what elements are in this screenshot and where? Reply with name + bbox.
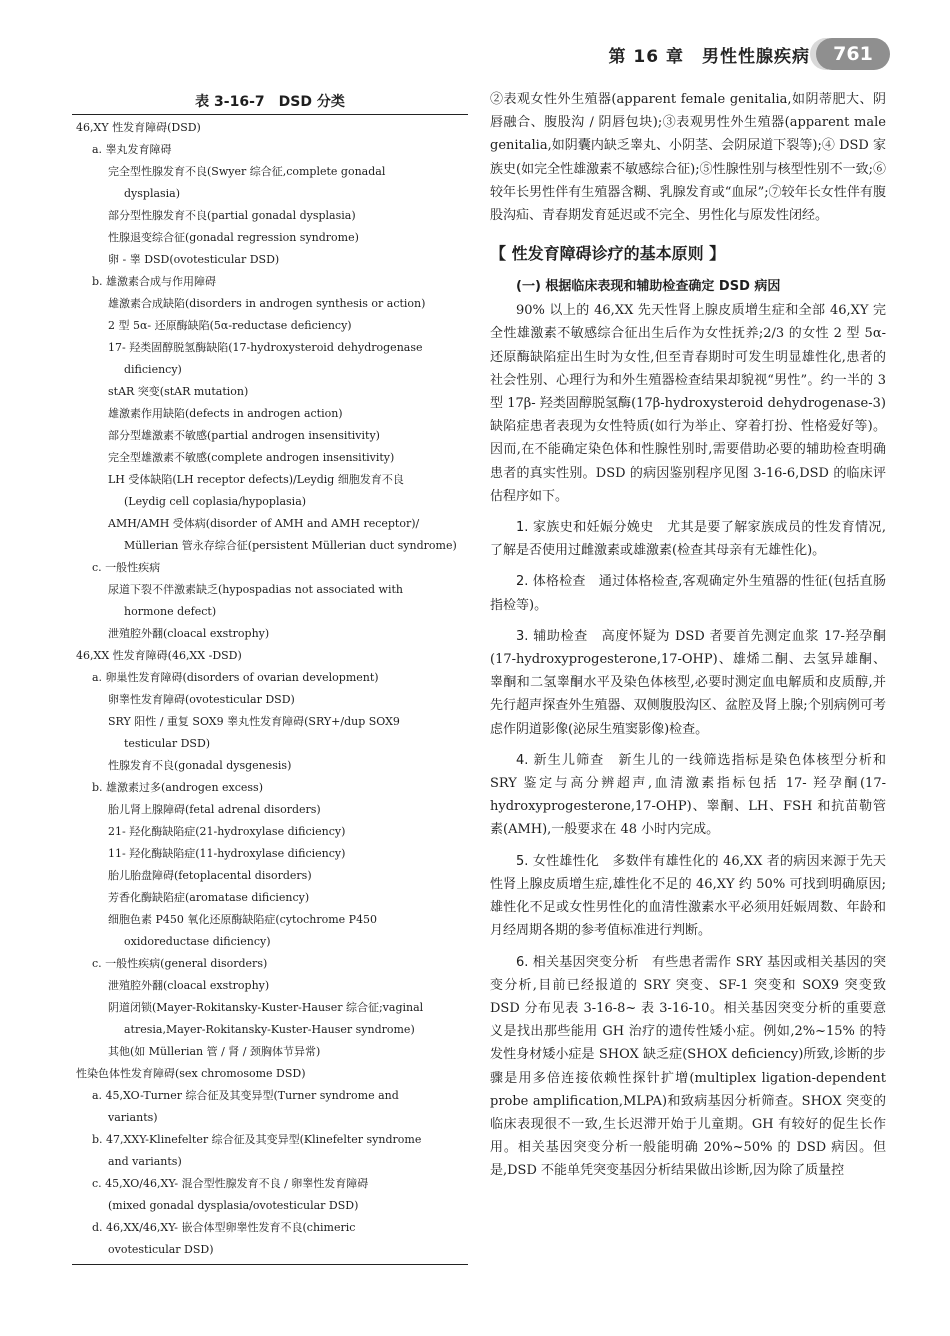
table-row-text: LH 受体缺陷(LH receptor defects)/Leydig 细胞发育不良 <box>108 473 404 486</box>
table-row <box>72 139 468 161</box>
table-row <box>72 469 468 513</box>
table-row <box>72 909 468 953</box>
table-row <box>72 337 468 381</box>
table-row-continuation: dificiency) <box>124 363 182 376</box>
table-row <box>72 557 468 579</box>
item-text: 有些患者需作 SRY 基因或相关基因的突变分析,目前已经报道的 SRY 突变、SF-1 突变和 SOX9 突变致 DSD 分布见表 3-16-8~ 表 3-16-10。相关基因突变分析的重要意义是找出那些能用 GH 治疗的遗传性矮小症。例如,2%~15% 的特发性身材矮小症是 SHOX 缺乏症(SHOX deficiency)所致,诊断的步骤是用多倍连接依赖性探针扩增(multiplex ligation-dependent probe amplification,MLPA)和致病基因分析筛查。SHOX 突变的临床表现很不一致,生长迟滞开始于儿童期。GH 有较好的促生长作用。相关基因突变分析一般能明确 20%~50% 的 DSD 病因。但是,DSD 不能单凭突变基因分析结果做出诊断,因为除了质量控 <box>490 954 886 1179</box>
table-row <box>72 403 468 425</box>
item-lead: 5. 女性雄性化 <box>516 853 600 869</box>
evaluation-item <box>490 850 886 943</box>
table-row <box>72 689 468 711</box>
table-row <box>72 1217 468 1261</box>
table-row-text: 芳香化酶缺陷症(aromatase dificiency) <box>108 891 310 904</box>
table-row <box>72 1085 468 1129</box>
table-row-text: 细胞色素 P450 氧化还原酶缺陷症(cytochrome P450 <box>108 913 378 926</box>
table-row-continuation: dysplasia) <box>124 187 181 200</box>
table-row-text: 阴道闭锁(Mayer-Rokitansky-Kuster-Hauser 综合征;vaginal <box>108 1001 424 1014</box>
table-row <box>72 293 468 315</box>
table-row <box>72 117 468 139</box>
table-row <box>72 249 468 271</box>
page-header <box>0 36 950 76</box>
page-number: 761 <box>816 38 890 70</box>
table-row-text: 性腺退变综合征(gonadal regression syndrome) <box>108 231 359 244</box>
table-row <box>72 315 468 337</box>
item-lead: 4. 新生儿筛查 <box>516 752 605 768</box>
table-row-text: a. 睾丸发育障碍 <box>92 143 172 156</box>
table-row <box>72 953 468 975</box>
table-row-text: a. 45,XO-Turner 综合征及其变异型(Turner syndrome and <box>92 1089 399 1102</box>
table-row-continuation: and variants) <box>108 1155 182 1168</box>
item-lead: 2. 体格检查 <box>516 574 586 590</box>
table-row <box>72 667 468 689</box>
table-row <box>72 381 468 403</box>
table-row-text: 胎儿胎盘障碍(fetoplacental disorders) <box>108 869 312 882</box>
table-row <box>72 1063 468 1085</box>
table-title: 表 3-16-7 DSD 分类 <box>195 94 345 110</box>
table-row-continuation: testicular DSD) <box>124 737 211 750</box>
table-row <box>72 1173 468 1217</box>
section-heading: 【 性发育障碍诊疗的基本原则 】 <box>490 244 726 264</box>
table-row <box>72 227 468 249</box>
table-row-text: b. 雄激素过多(androgen excess) <box>92 781 263 794</box>
table-row-text: 卵 - 睾 DSD(ovotesticular DSD) <box>108 253 280 266</box>
subsection-heading: (一) 根据临床表现和辅助检查确定 DSD 病因 <box>516 279 781 295</box>
table-row-text: 泄殖腔外翻(cloacal exstrophy) <box>108 979 270 992</box>
table-row-continuation: (mixed gonadal dysplasia/ovotesticular DSD) <box>108 1199 359 1212</box>
table-row <box>72 579 468 623</box>
table-row <box>72 711 468 755</box>
table-row <box>72 755 468 777</box>
table-row-text: 卵睾性发育障碍(ovotesticular DSD) <box>108 693 295 706</box>
evaluation-item <box>490 516 886 562</box>
table-row-text: SRY 阳性 / 重复 SOX9 睾丸性发育障碍(SRY+/dup SOX9 <box>108 715 400 728</box>
table-row-text: 2 型 5α- 还原酶缺陷(5α-reductase deficiency) <box>108 319 352 332</box>
table-row <box>72 271 468 293</box>
table-row <box>72 975 468 997</box>
table-row <box>72 777 468 799</box>
table-bottom-rule <box>72 1264 468 1265</box>
table-row-text: 胎儿肾上腺障碍(fetal adrenal disorders) <box>108 803 321 816</box>
table-row-text: c. 一般性疾病(general disorders) <box>92 957 268 970</box>
table-row-text: 部分型雄激素不敏感(partial androgen insensitivity) <box>108 429 380 442</box>
evaluation-item <box>490 625 886 741</box>
table-row-text: 完全型性腺发育不良(Swyer 综合征,complete gonadal <box>108 165 386 178</box>
table-row-text: 完全型雄激素不敏感(complete androgen insensitivity) <box>108 451 395 464</box>
item-text: 多数伴有雄性化的 46,XX 者的病因来源于先天性肾上腺皮质增生症,雄性化不足的 46,XY 约 50% 可找到明确原因;雄性化不足或女性男性化的血清性激素水平必须用妊娠周数、年龄和月经周期各期的参考值标准进行判断。 <box>490 853 886 939</box>
table-row-text: 雄激素作用缺陷(defects in androgen action) <box>108 407 343 420</box>
table-row <box>72 1041 468 1063</box>
table-row <box>72 887 468 909</box>
table-row-text: 17- 羟类固醇脱氢酶缺陷(17-hydroxysteroid dehydrogenase <box>108 341 423 354</box>
table-row <box>72 161 468 205</box>
table-row-text: 性染色体性发育障碍(sex chromosome DSD) <box>76 1067 306 1080</box>
evaluation-item <box>490 570 886 616</box>
table-row <box>72 205 468 227</box>
dsd-classification-table <box>72 90 468 1265</box>
table-row-continuation: variants) <box>108 1111 158 1124</box>
table-row-text: AMH/AMH 受体病(disorder of AMH and AMH receptor)/ <box>108 517 420 530</box>
item-lead: 3. 辅助检查 <box>516 628 589 644</box>
paragraph-1: 90% 以上的 46,XX 先天性肾上腺皮质增生症和全部 46,XY 完全性雄激素不敏感综合征出生后作为女性抚养;2/3 的女性 2 型 5α- 还原酶缺陷症出生时为女性,但至青春期时可发生明显雄性化,患者的社会性别、心理行为和外生殖器检查结果却貌视“男性”。约一半的 3 型 17β- 羟类固醇脱氢酶(17β-hydroxysteroid dehydrogenase-3)缺陷症患者表现为女性特质(如行为举止、穿着打扮、性格爱好等)。因而,在不能确定染色体和性腺性别时,需要借助必要的辅助检查明确患者的真实性别。DSD 的病因鉴别程序见图 3-16-6,DSD 的临床评估程序如下。 <box>490 303 886 504</box>
table-top-rule <box>72 114 468 115</box>
item-lead: 1. 家族史和妊娠分娩史 <box>516 520 654 536</box>
table-row-text: 21- 羟化酶缺陷症(21-hydroxylase dificiency) <box>108 825 346 838</box>
chapter-title: 第 16 章 男性性腺疾病 <box>608 47 810 67</box>
table-row <box>72 865 468 887</box>
intro-paragraph: ②表观女性外生殖器(apparent female genitalia,如阴蒂肥大、阴唇融合、腹股沟 / 阴唇包块);③表观男性外生殖器(apparent male genitalia,如阴囊内缺乏睾丸、小阴茎、会阴尿道下裂等);④ DSD 家族史(如完全性雄激素不敏感综合征);⑤性腺性别与核型性别不一致;⑥较年长男性伴有生殖器含糊、乳腺发育或“血尿”;⑦较年长女性伴有腹股沟疝、青春期发育延迟或不完全、男性化与原发性闭经。 <box>490 92 886 224</box>
table-row-text: 性腺发育不良(gonadal dysgenesis) <box>108 759 292 772</box>
item-text: 通过体格检查,客观确定外生殖器的性征(包括直肠指检等)。 <box>490 574 886 613</box>
table-row-continuation: hormone defect) <box>124 605 217 618</box>
table-row-text: d. 46,XX/46,XY- 嵌合体型卵睾性发育不良(chimeric <box>92 1221 356 1234</box>
table-row-text: c. 45,XO/46,XY- 混合型性腺发育不良 / 卵睾性发育障碍 <box>92 1177 369 1190</box>
table-row-text: 46,XY 性发育障碍(DSD) <box>76 121 201 134</box>
table-row-continuation: oxidoreductase dificiency) <box>124 935 271 948</box>
table-row <box>72 425 468 447</box>
table-row <box>72 623 468 645</box>
table-row-text: a. 卵巢性发育障碍(disorders of ovarian development) <box>92 671 379 684</box>
item-text: 高度怀疑为 DSD 者要首先测定血浆 17-羟孕酮(17-hydroxyprogesterone,17-OHP)、雄烯二酮、去氢异雄酮、睾酮和二氢睾酮水平及染色体核型,必要时测定血电解质和皮质醇,并先行超声探查外生殖器、双侧腹股沟区、盆腔及肾上腺;个别病例可考虑作阴道影像(泌尿生殖窦影像)检查。 <box>490 628 886 737</box>
table-row-text: 部分型性腺发育不良(partial gonadal dysplasia) <box>108 209 356 222</box>
table-row-text: b. 47,XXY-Klinefelter 综合征及其变异型(Klinefelter syndrome <box>92 1133 422 1146</box>
item-lead: 6. 相关基因突变分析 <box>516 954 639 970</box>
body-text <box>490 88 886 1183</box>
table-row-text: 46,XX 性发育障碍(46,XX -DSD) <box>76 649 242 662</box>
item-text: 新生儿的一线筛选指标是染色体核型分析和 SRY 鉴定与高分辨超声,血清激素指标包括 17- 羟孕酮(17-hydroxyprogesterone,17-OHP)、睾酮、LH、FSH 和抗苗勒管素(AMH),一般要求在 48 小时内完成。 <box>490 752 886 838</box>
table-row <box>72 799 468 821</box>
table-row-text: 尿道下裂不伴激素缺乏(hypospadias not associated with <box>108 583 403 596</box>
table-body <box>72 117 468 1261</box>
table-row-text: 其他(如 Müllerian 管 / 肾 / 颈胸体节异常) <box>108 1045 321 1058</box>
table-row-text: 11- 羟化酶缺陷症(11-hydroxylase dificiency) <box>108 847 346 860</box>
table-row <box>72 821 468 843</box>
table-row <box>72 843 468 865</box>
table-row-text: 泄殖腔外翻(cloacal exstrophy) <box>108 627 270 640</box>
table-row-text: b. 雄激素合成与作用障碍 <box>92 275 217 288</box>
table-row <box>72 997 468 1041</box>
table-row-continuation: Müllerian 管永存综合征(persistent Müllerian duct syndrome) <box>124 539 457 552</box>
table-row-text: stAR 突变(stAR mutation) <box>108 385 249 398</box>
evaluation-item <box>490 749 886 842</box>
item-text: 尤其是要了解家族成员的性发育情况,了解是否使用过雌激素或雄激素(检查其母亲有无雄性化)。 <box>490 520 886 559</box>
table-row <box>72 645 468 667</box>
evaluation-item <box>490 951 886 1183</box>
evaluation-items <box>490 516 886 1182</box>
table-row-text: 雄激素合成缺陷(disorders in androgen synthesis or action) <box>108 297 426 310</box>
table-row <box>72 1129 468 1173</box>
table-row-continuation: ovotesticular DSD) <box>108 1243 214 1256</box>
table-row-continuation: atresia,Mayer-Rokitansky-Kuster-Hauser syndrome) <box>124 1023 415 1036</box>
table-row <box>72 513 468 557</box>
table-row-continuation: (Leydig cell coplasia/hypoplasia) <box>124 495 307 508</box>
table-row-text: c. 一般性疾病 <box>92 561 161 574</box>
table-row <box>72 447 468 469</box>
